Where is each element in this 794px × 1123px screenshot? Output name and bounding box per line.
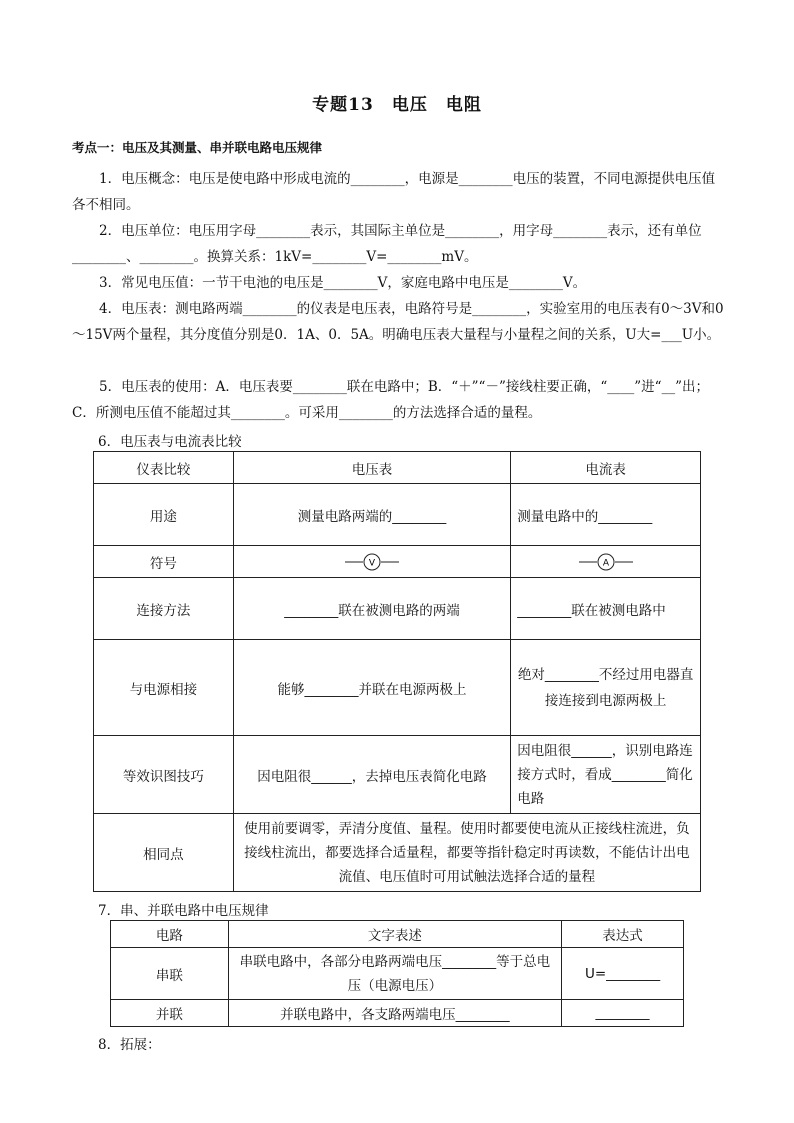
row-label: 用途 — [94, 484, 234, 546]
ammeter-symbol-icon — [579, 552, 633, 572]
row-label: 串联 — [111, 948, 229, 1000]
header-cell: 电流表 — [511, 452, 701, 484]
header-cell: 电压表 — [233, 452, 511, 484]
voltage-law-table — [110, 920, 684, 1027]
voltmeter-symbol-icon — [345, 552, 399, 572]
ammeter-cell: 测量电路中的________ — [511, 484, 701, 546]
paragraph-4: 4．电压表：测电路两端________的仪表是电压表，电路符号是________，实验室用的电压表有0～3V和0～15V两个量程，其分度值分别是0．1A、0．5A。明确电压表大量程与小量程之间的关系，U大=___U小。 — [72, 301, 724, 343]
paragraph-1: 1．电压概念：电压是使电路中形成电流的________，电源是________电压的装置，不同电源提供电压值各不相同。 — [72, 171, 716, 213]
ammeter-symbol-cell — [511, 546, 701, 578]
header-cell: 电路 — [111, 921, 229, 948]
voltmeter-cell: ________联在被测电路的两端 — [233, 578, 511, 640]
paragraph-6: 6．电压表与电流表比较 — [98, 434, 242, 450]
header-cell: 文字表述 — [228, 921, 561, 948]
meter-comparison-table — [93, 451, 701, 892]
table-row — [94, 640, 701, 736]
table-row — [94, 578, 701, 640]
paragraph-2: 2．电压单位：电压用字母________表示，其国际主单位是________，用字母________表示，还有单位________、________。换算关系：1kV=________V=________mV。 — [72, 223, 702, 265]
page-title: 专题13 电压 电阻 — [312, 95, 482, 115]
table-row — [94, 814, 701, 892]
common-cell: 使用前要调零，弄清分度值、量程。使用时都要使电流从正接线柱流进，负接线柱流出，都要选择合适量程，都要等指针稳定时再读数，不能估计出电流值、电压值时可用试触法选择合适的量程 — [233, 814, 700, 892]
table-row — [111, 1000, 684, 1027]
statement-cell: 串联电路中，各部分电路两端电压________等于总电压（电源电压） — [228, 948, 561, 1000]
expression-cell: U=________ — [562, 948, 684, 1000]
ammeter-cell: ________联在被测电路中 — [511, 578, 701, 640]
ammeter-cell: 绝对________不经过用电器直接连接到电源两极上 — [511, 640, 701, 736]
section-heading: 考点一：电压及其测量、串并联电路电压规律 — [72, 140, 323, 155]
row-label: 与电源相接 — [94, 640, 234, 736]
ammeter-cell: 因电阻很______，识别电路连接方式时，看成________简化电路 — [511, 736, 701, 814]
paragraph-7: 7．串、并联电路中电压规律 — [98, 903, 269, 919]
voltmeter-symbol-cell — [233, 546, 511, 578]
paragraph-8: 8．拓展： — [98, 1037, 161, 1053]
voltmeter-cell: 因电阻很______，去掉电压表简化电路 — [233, 736, 511, 814]
expression-cell: ________ — [562, 1000, 684, 1027]
voltmeter-letter: V — [368, 558, 376, 568]
statement-cell: 并联电路中，各支路两端电压________ — [228, 1000, 561, 1027]
row-label: 连接方法 — [94, 578, 234, 640]
voltmeter-cell: 测量电路两端的________ — [233, 484, 511, 546]
table-row — [94, 546, 701, 578]
voltmeter-cell: 能够________并联在电源两极上 — [233, 640, 511, 736]
header-cell: 仪表比较 — [94, 452, 234, 484]
row-label: 相同点 — [94, 814, 234, 892]
table-row — [94, 736, 701, 814]
paragraph-3: 3．常见电压值：一节干电池的电压是________V，家庭电路中电压是________V。 — [99, 275, 587, 291]
row-label: 并联 — [111, 1000, 229, 1027]
row-label: 等效识图技巧 — [94, 736, 234, 814]
table-header-row — [111, 921, 684, 948]
header-cell: 表达式 — [562, 921, 684, 948]
ammeter-letter: A — [602, 558, 609, 568]
table-row — [94, 484, 701, 546]
row-label: 符号 — [94, 546, 234, 578]
table-row — [111, 948, 684, 1000]
table-header-row — [94, 452, 701, 484]
paragraph-5: 5．电压表的使用：A．电压表要________联在电路中；B．“＋”“－”接线柱要正确，“____”进“__”出；C．所测电压值不能超过其________。可采用________的方法选择合适的量程。 — [72, 379, 709, 421]
